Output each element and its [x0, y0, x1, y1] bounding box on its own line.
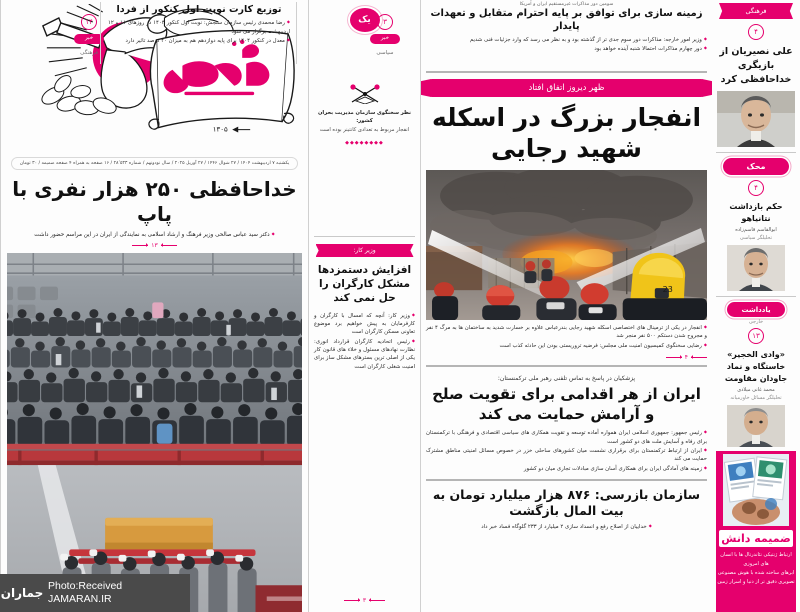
mahak-category: تحلیلگر سیاسی — [739, 235, 773, 242]
dateline: یکشنبه ۷ اردیبهشت ۱۴۰۴ / ۲۷ شوال ۱۴۴۶ / ۲۷ آوریل ۲۰۲۵ / سال نودونهم / شماره ۲۸٬۵۳۳ / ۱۶ صفحه به همراه ۴ صفحه ضمیمه / ۳۰ تومان — [11, 157, 298, 170]
yaddasht-page-circle[interactable]: ۱۳ — [748, 328, 764, 344]
page-one-badge: یک — [350, 8, 380, 32]
crisis-note-body: انفجار مربوط به تعدادی کانتینر بوده است — [319, 126, 410, 133]
photo-corner-banner — [256, 585, 302, 612]
watermark-text — [48, 580, 122, 606]
yaddasht-badge: یادداشت — [727, 302, 785, 317]
right-column — [0, 0, 308, 612]
mahak-badge: محک — [723, 158, 789, 175]
brief-overline: سومین دور مذاکرات غیرمستقیم ایران و آمریکا — [519, 2, 614, 7]
explosion-kicker: ظهر دیروز اتفاق افتاد — [430, 79, 703, 97]
pope-headline: خداحافظی ۲۵۰ هزار نفری با پاپ — [12, 177, 297, 226]
inspection-bullets: ◆ خداییان از اصلاح رفع و انسداد سازی ۲ میلیارد از ۲۳۳ گلوگاه فساد خبر داد — [426, 523, 707, 532]
pope-funeral-photo — [7, 253, 302, 612]
left-divider-1 — [716, 152, 796, 153]
brief-nuclear-page[interactable]: ۳ — [377, 14, 393, 30]
brief-nuclear-pill: خبر — [370, 34, 400, 44]
yaddasht-category: تحلیلگر مسائل خاورمیانه — [730, 395, 782, 402]
center-divider-3 — [426, 479, 707, 481]
svg-text:۱۳۰۵: ۱۳۰۵ — [212, 125, 228, 134]
svg-text:23: 23 — [662, 285, 673, 295]
pezeshkian-headline: ایران از هر اقدامی برای تقویت صلح و آرامش حمایت می کند — [432, 385, 701, 423]
labor-headline: افزایش دستمزدها مشکل کارگران را حل نمی کند — [317, 264, 412, 305]
supplement-line-1: ارتباط ژنتیکی نئاندرتال ها با انسان های امروزی — [720, 552, 792, 568]
brief-bullets: ◆ وزیر امور خارجه: مذاکرات دور سوم جدی تر از گذشته بود و به نظر می رسد که وارد جزئیات فنی شدیم ◆ دور چهارم مذاکرات احتمالا شنبه آینده خواهد بود — [426, 36, 707, 55]
yaddasht-author-portrait — [727, 405, 785, 447]
brief-konkur-page[interactable]: ۱۴ — [81, 14, 97, 30]
explosion-caption: ◆ انفجار در یکی از ترمینال های اختصاصی اسکله شهید رجایی بندرعباس علاوه بر خسارت شدید به ساختمان ها به مرگ ۴ نفر و مجروح شدن دستکم ۵۰۰ نفر منجر شد ◆ رضایی سخنگوی کمیسیون امنیت ملی مجلس: فرضیه تروریستی بودن این حادثه کذب است — [426, 324, 707, 351]
center-top-divider — [426, 71, 707, 73]
brief-nuclear-meta — [370, 14, 400, 56]
supplement-cover-image — [723, 454, 789, 526]
explosion-headline: انفجار بزرگ در اسکله شهید رجایی — [431, 103, 702, 163]
explosion-page-ref[interactable]: ۴ — [426, 354, 707, 361]
left-divider-2 — [716, 296, 796, 297]
supplement-title: ضمیمه دانش — [719, 530, 793, 547]
brief-nuclear-category: سیاسی — [376, 49, 394, 56]
labor-page-ref[interactable]: ۳ — [314, 597, 415, 604]
pezeshkian-bullets: ◆ رئیس جمهور: جمهوری اسلامی ایران همواره آماده توسعه و تقویت همکاری های سیاسی اقتصادی و فرهنگی با ترکمنستان برای رفاه و آسایش ملت های دو کشور است ◆ ایران از ارتباط ترکمنستان برای برقراری نشست میان کشورهای ساحلی خزر در خصوص مسائل امنیتی مناطق مشترک حمایت می کند ◆ زمینه های آمادگی ایران برای همکاری آسان سازی مبادلات تجاری میان دو کشور — [426, 429, 707, 474]
konkur-bullets: ◆ رضا محمدی رئیس سازمان سنجش: نوبت اول کنکور ۱۴۰۴ در روزهای ۱۱ و ۱۲ اردیبهشت برگزار می شود ◆ معدل در کنکور ۱۴۰۴ برای پایه دوازدهم هم به میزان ۴۰ درصد تاثیر دارد — [108, 19, 290, 45]
crisis-note — [314, 84, 415, 147]
top-brief-nuclear — [426, 2, 707, 68]
mahak-title: حکم بازداشت نتانیاهو — [729, 202, 783, 223]
supplement-line-3: تصویری دقیق تر از دنیا و اسرار زمین — [717, 578, 795, 585]
jamaran-watermark — [0, 574, 190, 612]
watermark-line-1: Photo:Received — [48, 579, 123, 592]
explosion-photo — [426, 170, 707, 320]
nasirian-portrait — [717, 91, 795, 147]
decorative-dots: ◆◆◆◆◆◆◆◆ — [345, 139, 384, 146]
left-column — [712, 0, 800, 612]
supplement-lines — [716, 551, 796, 586]
watermark-line-2: JAMARAN.IR — [48, 593, 112, 605]
top-strip-divider-1 — [100, 2, 101, 64]
culture-page-circle[interactable]: ۴ — [748, 24, 764, 40]
konkur-title: توزیع کارت نوبت اول کنکور از فردا — [116, 4, 282, 15]
science-supplement-promo[interactable] — [716, 451, 796, 612]
brief-title: زمینه سازی برای توافق بر پایه احترام متقابل و تعهدات پایدار — [430, 8, 703, 32]
pope-subheadline: ◆ دکتر سید عباس صالحی وزیر فرهنگ و ارشاد اسلامی به نمایندگی از ایران در این مراسم حضور داشت — [7, 231, 302, 240]
yaddasht-title: «وادی الخجیر» خاستگاه و نماد جاودان مقاومت — [724, 350, 788, 383]
brief-konkur-category: فرهنگی — [80, 49, 98, 56]
mid-column — [308, 0, 420, 612]
center-divider-2 — [426, 365, 707, 367]
yaddasht-topcat: خارجی — [748, 319, 764, 326]
mahak-page-circle[interactable]: ۴ — [748, 180, 764, 196]
pezeshkian-kicker: پزشکیان در پاسخ به تماس تلفنی رهبر ملی ترکمنستان: — [497, 375, 636, 383]
nasirian-title: علی نصیریان از بازیگری خداحافظی کرد — [719, 46, 793, 85]
mahak-author-portrait — [727, 245, 785, 291]
mahak-byline: ابوالقاسم قاسم‌زاده — [735, 227, 777, 234]
pope-page-ref[interactable]: ۱۳ — [7, 242, 302, 249]
jamaran-logo: جماران — [0, 586, 44, 600]
crisis-note-title: نظر سخنگوی سازمان مدیریت بحران کشور: — [318, 110, 411, 125]
brief-konkur-pill: خبر — [74, 34, 104, 44]
labor-minister-ribbon: وزیر کار: — [322, 244, 408, 257]
supplement-line-2: ابرهای ساخته شده با هوش مصنوعی — [717, 569, 795, 576]
masthead-year — [213, 126, 250, 134]
yaddasht-byline: محمد غانی میلادی — [737, 387, 775, 394]
top-brief-konkur — [108, 4, 290, 46]
labor-bullets: ◆ وزیر کار: آنچه که امسال با کارگران و کارفرمایان به پیش خواهیم برد موضوع تعاونی مسکن کارگران است ◆ رئیس اتحادیه کارگران قرارداد انوری: نظارت نهادهای مسئول و خلاء های قانون کار یکی از اصلی ترین بسترهای مشکل ساز برای امنیت شغلی کارگران است — [314, 312, 415, 373]
top-strip-divider-2 — [296, 2, 297, 64]
crossed-torches-icon — [314, 84, 415, 104]
inspection-headline: سازمان بازرسی: ۸۷۶ هزار میلیارد تومان به بیت المال بازگشت — [432, 487, 701, 519]
culture-ribbon: فرهنگی — [725, 3, 787, 19]
mid-divider — [314, 236, 415, 237]
center-column — [420, 0, 712, 612]
